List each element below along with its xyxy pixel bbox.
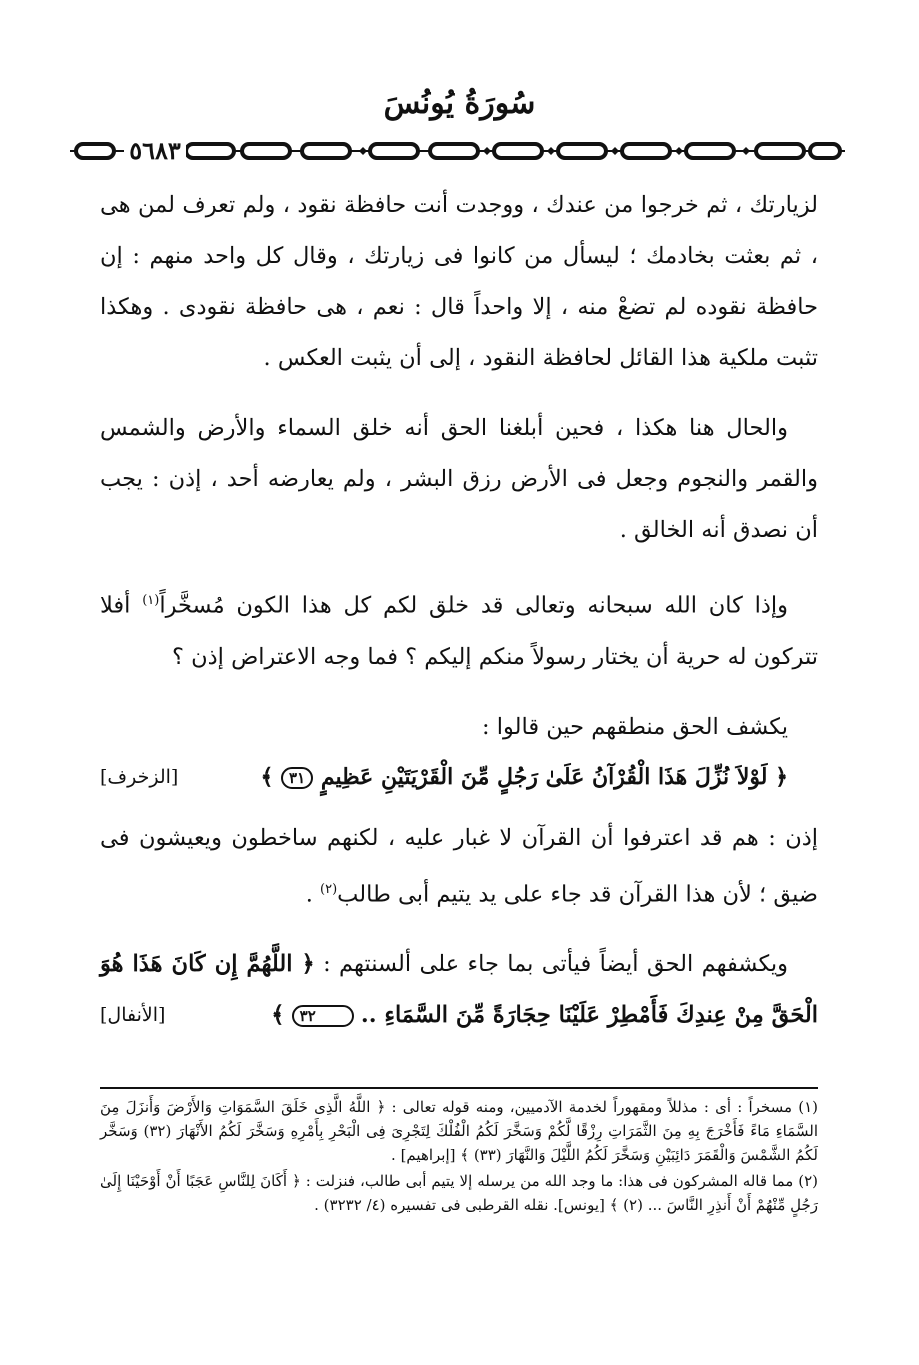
ayah-number: ٣١ xyxy=(281,767,313,789)
verse-text xyxy=(260,753,788,801)
paragraph-5 xyxy=(100,813,818,921)
paragraph-5-text: إذن : هم قد اعترفوا أن القرآن لا غبار عليه ، لكنهم ساخطون ويعيشون فى ضيق ؛ لأن هذا القرآن قد جاء على يد يتيم أبى طالب xyxy=(100,824,818,907)
paragraph-6-text: ويكشفهم الحق أيضاً فيأتى بما جاء على ألسنتهم : xyxy=(323,951,788,977)
paragraph-1: لزيارتك ، ثم خرجوا من عندك ، ووجدت أنت حافظة نقود ، ولم تعرف لمن هى ، ثم بعثت بخادمك ؛ ليسأل من كانوا فى زيارتك ، وقال كل واحد منهم : إن حافظة نقوده لم تضعْ منه ، إلا واحداً قال : نعم ، هى حافظة نقودى . وهكذا تثبت ملكية هذا القائل لحافظة النقود ، إلى أن يثبت العكس . xyxy=(100,192,818,371)
paragraph-6 xyxy=(100,939,818,1041)
ayah-number-anfal: ٣٢ xyxy=(292,1005,354,1027)
verse-close-bracket: ﴾ xyxy=(260,763,274,790)
paragraph-3 xyxy=(100,575,818,683)
footnotes xyxy=(100,1095,818,1217)
surah-reference-anfal: [الأنفال] xyxy=(100,1004,166,1026)
footnote-1: (١) مسخراً : أى : مذللاً ومقهوراً لخدمة الآدميين، ومنه قوله تعالى : ﴿ اللَّهُ الَّذِى خَلَقَ السَّمَوَاتِ وَالأَرْضَ وَأَنزَلَ مِنَ السَّمَاءِ مَاءً فَأَخْرَجَ بِهِ مِنَ الثَّمَرَاتِ رِزْقًا لَّكُمْ وَسَخَّرَ لَكُمُ الْفُلْكَ لِتَجْرِىَ فِى الْبَحْرِ بِأَمْرِهِ وَسَخَّرَ لَكُمُ الأَنْهَارَ (٣٢) وَسَخَّر لَكُمُ الشَّمْسَ وَالْقَمَرَ دَائِبَيْنِ وَسَخَّرَ لَكُمُ اللَّيْلَ وَالنَّهَارَ (٣٣) ﴾ [إبراهيم] . xyxy=(100,1098,818,1164)
paragraph-3-continued: أفلا تتركون له حرية أن يختار رسولاً منكم إليكم ؟ فما وجه الاعتراض إذن ؟ xyxy=(100,592,818,670)
footnote-ref-1: (١) xyxy=(142,593,160,608)
paragraph-5-end: . xyxy=(305,881,320,907)
paragraph-2: والحال هنا هكذا ، فحين أبلغنا الحق أنه خلق السماء والأرض والشمس والقمر والنجوم وجعل فى الأرض رزق البشر ، ولم يعارضه أحد ، إذن : يجب أن نصدق أنه الخالق . xyxy=(100,415,818,543)
verse-close-bracket-anfal: ﴾ xyxy=(271,1002,285,1028)
paragraph-4: يكشف الحق منطقهم حين قالوا : xyxy=(482,713,788,740)
header-ornament-border xyxy=(70,136,845,166)
anfal-verse-text: ﴿ اللَّهُمَّ إِن كَانَ هَذَا هُوَ الْحَقَّ مِنْ عِندِكَ فَأَمْطِرْ عَلَيْنَا حِجَارَةً مِّنَ السَّمَاءِ .. xyxy=(100,951,818,1028)
surah-title: سُورَةُ يُونُسَ xyxy=(383,86,536,121)
verse-words: ﴿ لَوْلاَ نُزِّلَ هَذَا الْقُرْآنُ عَلَىٰ رَجُلٍ مِّنَ الْقَرْيَتَيْنِ عَظِيمٍ xyxy=(320,763,788,790)
page-number: ٥٦٨٣ xyxy=(124,138,186,164)
footnote-2: (٢) مما قاله المشركون فى هذا: ما وجد الله من يرسله إلا يتيم أبى طالب، فنزلت : ﴿ أَكَانَ لِلنَّاسِ عَجَبًا أَنْ أَوْحَيْنَا إِلَىٰ رَجُلٍ مِّنْهُمْ أَنْ أَنذِرِ النَّاسَ ... (٢) ﴾ [يونس]. نقله القرطبى فى تفسيره (٤/ ٣٢٣٢) . xyxy=(100,1172,818,1214)
main-text xyxy=(100,180,818,1041)
footnote-ref-2: (٢) xyxy=(320,881,338,897)
surah-reference: [الزخرف] xyxy=(100,765,179,788)
footnote-divider xyxy=(100,1087,818,1089)
quran-verse-zukhruf xyxy=(100,753,818,801)
paragraph-3-text: وإذا كان الله سبحانه وتعالى قد خلق لكم كل هذا الكون مُسخَّراً xyxy=(159,592,788,619)
